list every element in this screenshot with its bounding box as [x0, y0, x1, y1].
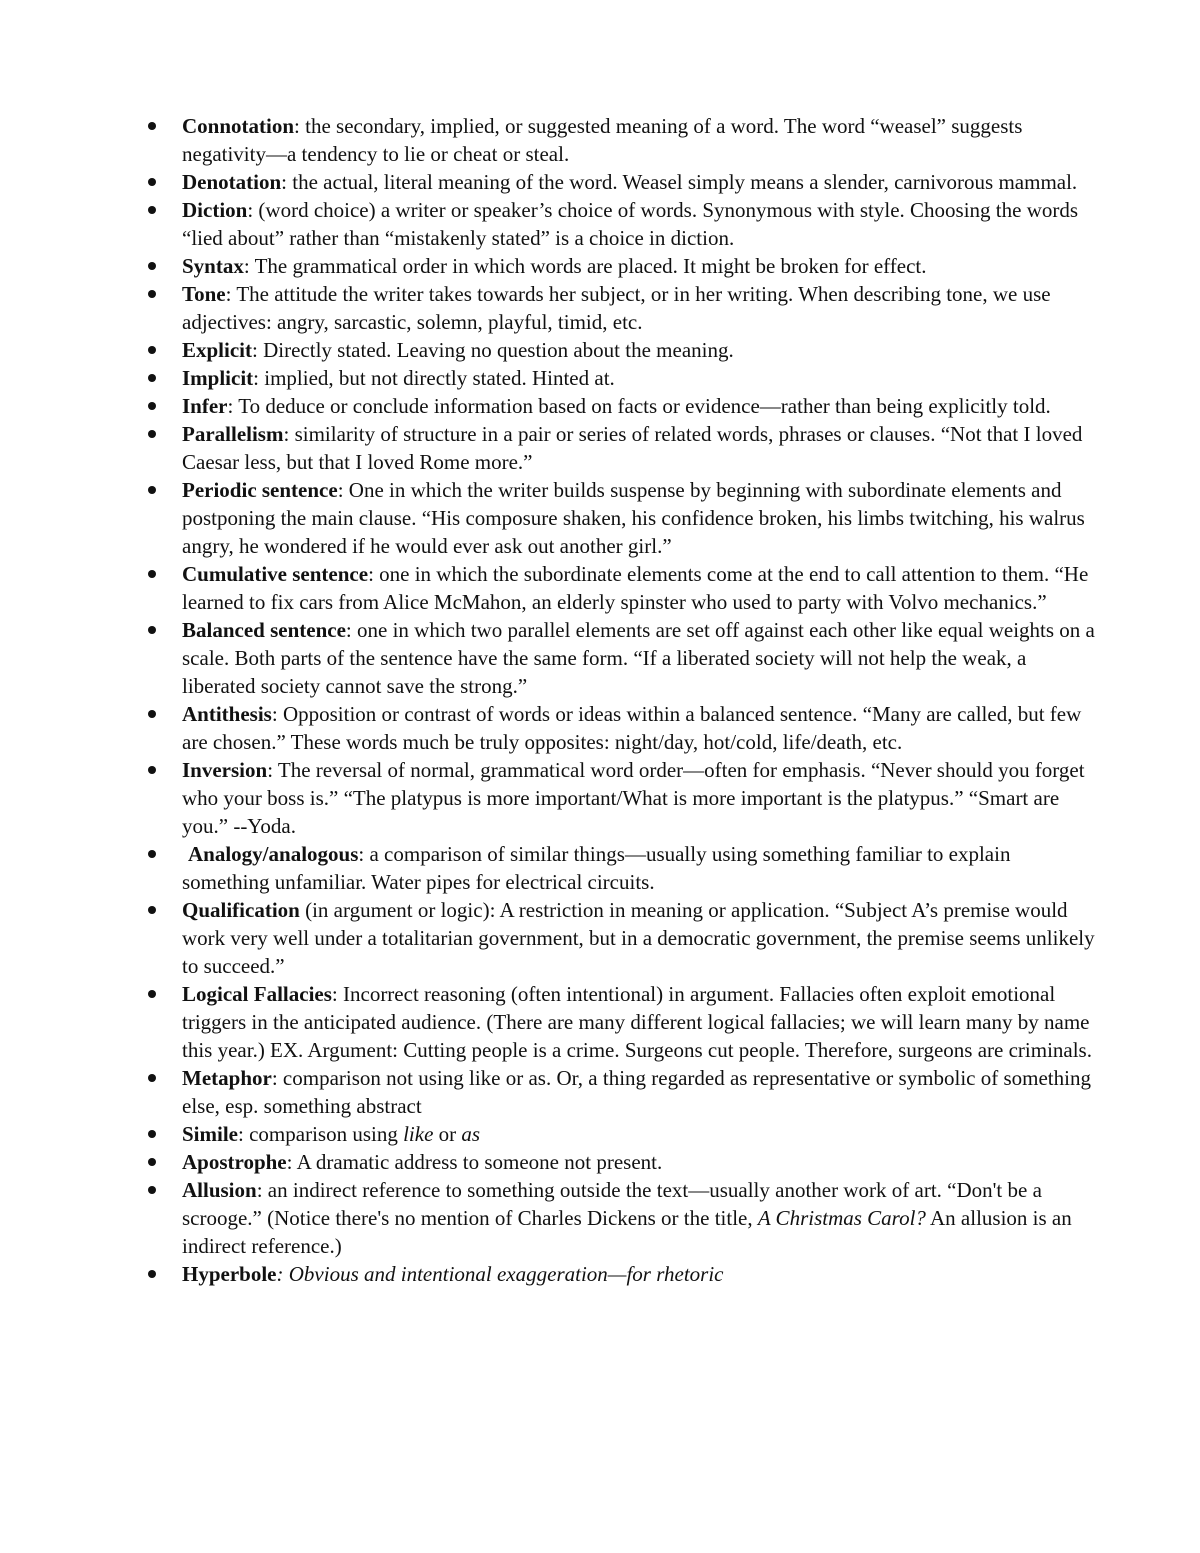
term-definition: (in argument or logic): A restriction in meaning or application. “Subject A’s premise would work very well under a totalitarian government, but in a democratic government, the premise seems unlikely to succeed.”: [182, 898, 1095, 978]
term-name: Connotation: [182, 114, 295, 138]
list-item-antithesis: [140, 700, 1095, 756]
bullet-icon: [148, 906, 156, 914]
term-name: Hyperbole: [182, 1262, 277, 1286]
term-separator: :: [243, 254, 255, 278]
term-definition: the secondary, implied, or suggested meaning of a word. The word “weasel” suggests negativity—a tendency to lie or cheat or steal.: [182, 114, 1023, 166]
bullet-icon: [148, 402, 156, 410]
list-item-denotation: [140, 168, 1095, 196]
term-separator: :: [271, 1066, 283, 1090]
bullet-icon: [148, 626, 156, 634]
term-definition: Incorrect reasoning (often intentional) in argument. Fallacies often exploit emotional triggers in the anticipated audience. (There are many different logical fallacies; we will learn many by name this year.) EX. Argument: Cutting people is a crime. Surgeons cut people. Therefore, surgeons are criminals.: [182, 982, 1092, 1062]
term-separator: :: [267, 758, 278, 782]
term-separator: :: [225, 282, 237, 306]
list-item-cumulative-sentence: [140, 560, 1095, 616]
list-item-analogy: [140, 840, 1095, 896]
list-item-periodic-sentence: [140, 476, 1095, 560]
term-name: Balanced sentence: [182, 618, 346, 642]
list-item-implicit: [140, 364, 1095, 392]
term-definition: the actual, literal meaning of the word. Weasel simply means a slender, carnivorous mammal.: [292, 170, 1078, 194]
term-definition: or: [433, 1122, 462, 1146]
term-name: Periodic sentence: [182, 478, 338, 502]
term-definition: (word choice) a writer or speaker’s choice of words. Synonymous with style. Choosing the words “lied about” rather than “mistakenly stated” is a choice in diction.: [182, 198, 1079, 250]
list-item-logical-fallacies: [140, 980, 1095, 1064]
term-name: Syntax: [182, 254, 244, 278]
term-definition: An allusion is an indirect reference.): [182, 1206, 1072, 1258]
term-name: Parallelism: [182, 422, 284, 446]
bullet-icon: [148, 570, 156, 578]
bullet-icon: [148, 1130, 156, 1138]
term-definition-emphasis: as: [461, 1122, 481, 1146]
term-definition: Opposition or contrast of words or ideas within a balanced sentence. “Many are called, but few are chosen.” These words much be truly opposites: night/day, hot/cold, life/death, etc.: [182, 702, 1082, 754]
bullet-icon: [148, 374, 156, 382]
list-item-infer: [140, 392, 1095, 420]
term-separator: :: [283, 422, 295, 446]
term-name: Implicit: [182, 366, 254, 390]
list-item-connotation: [140, 112, 1095, 168]
bullet-icon: [148, 346, 156, 354]
term-definition: a comparison of similar things—usually using something familiar to explain something unfamiliar. Water pipes for electrical circuits.: [182, 842, 1011, 894]
term-name: Denotation: [182, 170, 282, 194]
list-item-parallelism: [140, 420, 1095, 476]
term-name: Explicit: [182, 338, 253, 362]
term-definition: one in which two parallel elements are set off against each other like equal weights on a scale. Both parts of the sentence have the same form. “If a liberated society will not help the weak, a liberated society cannot save the strong.”: [182, 618, 1095, 698]
term-name: Diction: [182, 198, 248, 222]
bullet-icon: [148, 1186, 156, 1194]
term-name: Analogy/analogous: [188, 842, 359, 866]
bullet-icon: [148, 262, 156, 270]
term-separator: :: [331, 982, 343, 1006]
bullet-icon: [148, 850, 156, 858]
term-definition-emphasis: like: [403, 1122, 434, 1146]
list-item-apostrophe: [140, 1148, 1095, 1176]
list-item-qualification: [140, 896, 1095, 980]
term-definition: To deduce or conclude information based on facts or evidence—rather than being explicitly told.: [238, 394, 1051, 418]
term-definition: an indirect reference to something outside the text—usually another work of art. “Don't be a scrooge.” (Notice there's no mention of Charles Dickens or the title,: [182, 1178, 1042, 1230]
term-name: Simile: [182, 1122, 238, 1146]
bullet-icon: [148, 990, 156, 998]
term-definition: Obvious and intentional exaggeration—for rhetoric: [288, 1262, 724, 1286]
term-separator: :: [247, 198, 259, 222]
list-item-explicit: [140, 336, 1095, 364]
term-separator: :: [368, 562, 380, 586]
term-definition: similarity of structure in a pair or series of related words, phrases or clauses. “Not that I loved Caesar less, but that I loved Rome more.”: [182, 422, 1083, 474]
glossary-list: [140, 112, 1095, 1288]
term-separator: :: [294, 114, 306, 138]
term-separator: :: [281, 170, 293, 194]
term-separator: :: [271, 702, 283, 726]
list-item-inversion: [140, 756, 1095, 840]
term-definition: Directly stated. Leaving no question about the meaning.: [263, 338, 734, 362]
term-separator: :: [238, 1122, 250, 1146]
bullet-icon: [148, 766, 156, 774]
list-item-syntax: [140, 252, 1095, 280]
list-item-diction: [140, 196, 1095, 252]
term-separator: :: [358, 842, 370, 866]
term-separator: :: [253, 366, 265, 390]
term-separator: :: [227, 394, 239, 418]
term-definition: The reversal of normal, grammatical word order—often for emphasis. “Never should you forget who your boss is.” “The platypus is more important/What is more important is the platypus.” “Smart are you.” --Yoda.: [182, 758, 1085, 838]
term-name: Antithesis: [182, 702, 272, 726]
bullet-icon: [148, 206, 156, 214]
term-name: Metaphor: [182, 1066, 272, 1090]
bullet-icon: [148, 710, 156, 718]
bullet-icon: [148, 178, 156, 186]
term-definition: A dramatic address to someone not present.: [296, 1150, 663, 1174]
list-item-simile: [140, 1120, 1095, 1148]
term-name: Cumulative sentence: [182, 562, 369, 586]
list-item-metaphor: [140, 1064, 1095, 1120]
term-definition: implied, but not directly stated. Hinted at.: [264, 366, 615, 390]
term-separator: :: [252, 338, 264, 362]
term-name: Infer: [182, 394, 228, 418]
term-name: Apostrophe: [182, 1150, 287, 1174]
bullet-icon: [148, 122, 156, 130]
list-item-tone: [140, 280, 1095, 336]
bullet-icon: [148, 1074, 156, 1082]
list-item-allusion: [140, 1176, 1095, 1260]
term-definition: One in which the writer builds suspense by beginning with subordinate elements and postponing the main clause. “His composure shaken, his confidence broken, his limbs twitching, his walrus angry, he wondered if he would ever ask out another girl.”: [182, 478, 1085, 558]
term-separator: :: [276, 1262, 289, 1286]
term-definition: comparison using: [249, 1122, 404, 1146]
term-definition: one in which the subordinate elements come at the end to call attention to them. “He learned to fix cars from Alice McMahon, an elderly spinster who used to party with Volvo mechanics.”: [182, 562, 1089, 614]
term-name: Allusion: [182, 1178, 257, 1202]
term-name: Qualification: [182, 898, 300, 922]
term-separator: :: [286, 1150, 297, 1174]
bullet-icon: [148, 1270, 156, 1278]
term-separator: :: [345, 618, 357, 642]
term-name: Inversion: [182, 758, 268, 782]
term-definition: The grammatical order in which words are placed. It might be broken for effect.: [254, 254, 927, 278]
term-name: Logical Fallacies: [182, 982, 332, 1006]
bullet-icon: [148, 1158, 156, 1166]
term-definition: comparison not using like or as. Or, a thing regarded as representative or symbolic of something else, esp. something abstract: [182, 1066, 1091, 1118]
work-title: A Christmas Carol?: [757, 1206, 926, 1230]
bullet-icon: [148, 486, 156, 494]
term-separator: :: [256, 1178, 268, 1202]
term-separator: :: [337, 478, 349, 502]
bullet-icon: [148, 430, 156, 438]
term-name: Tone: [182, 282, 226, 306]
term-definition: The attitude the writer takes towards her subject, or in her writing. When describing tone, we use adjectives: angry, sarcastic, solemn, playful, timid, etc.: [182, 282, 1051, 334]
bullet-icon: [148, 290, 156, 298]
list-item-hyperbole: [140, 1260, 1095, 1288]
list-item-balanced-sentence: [140, 616, 1095, 700]
